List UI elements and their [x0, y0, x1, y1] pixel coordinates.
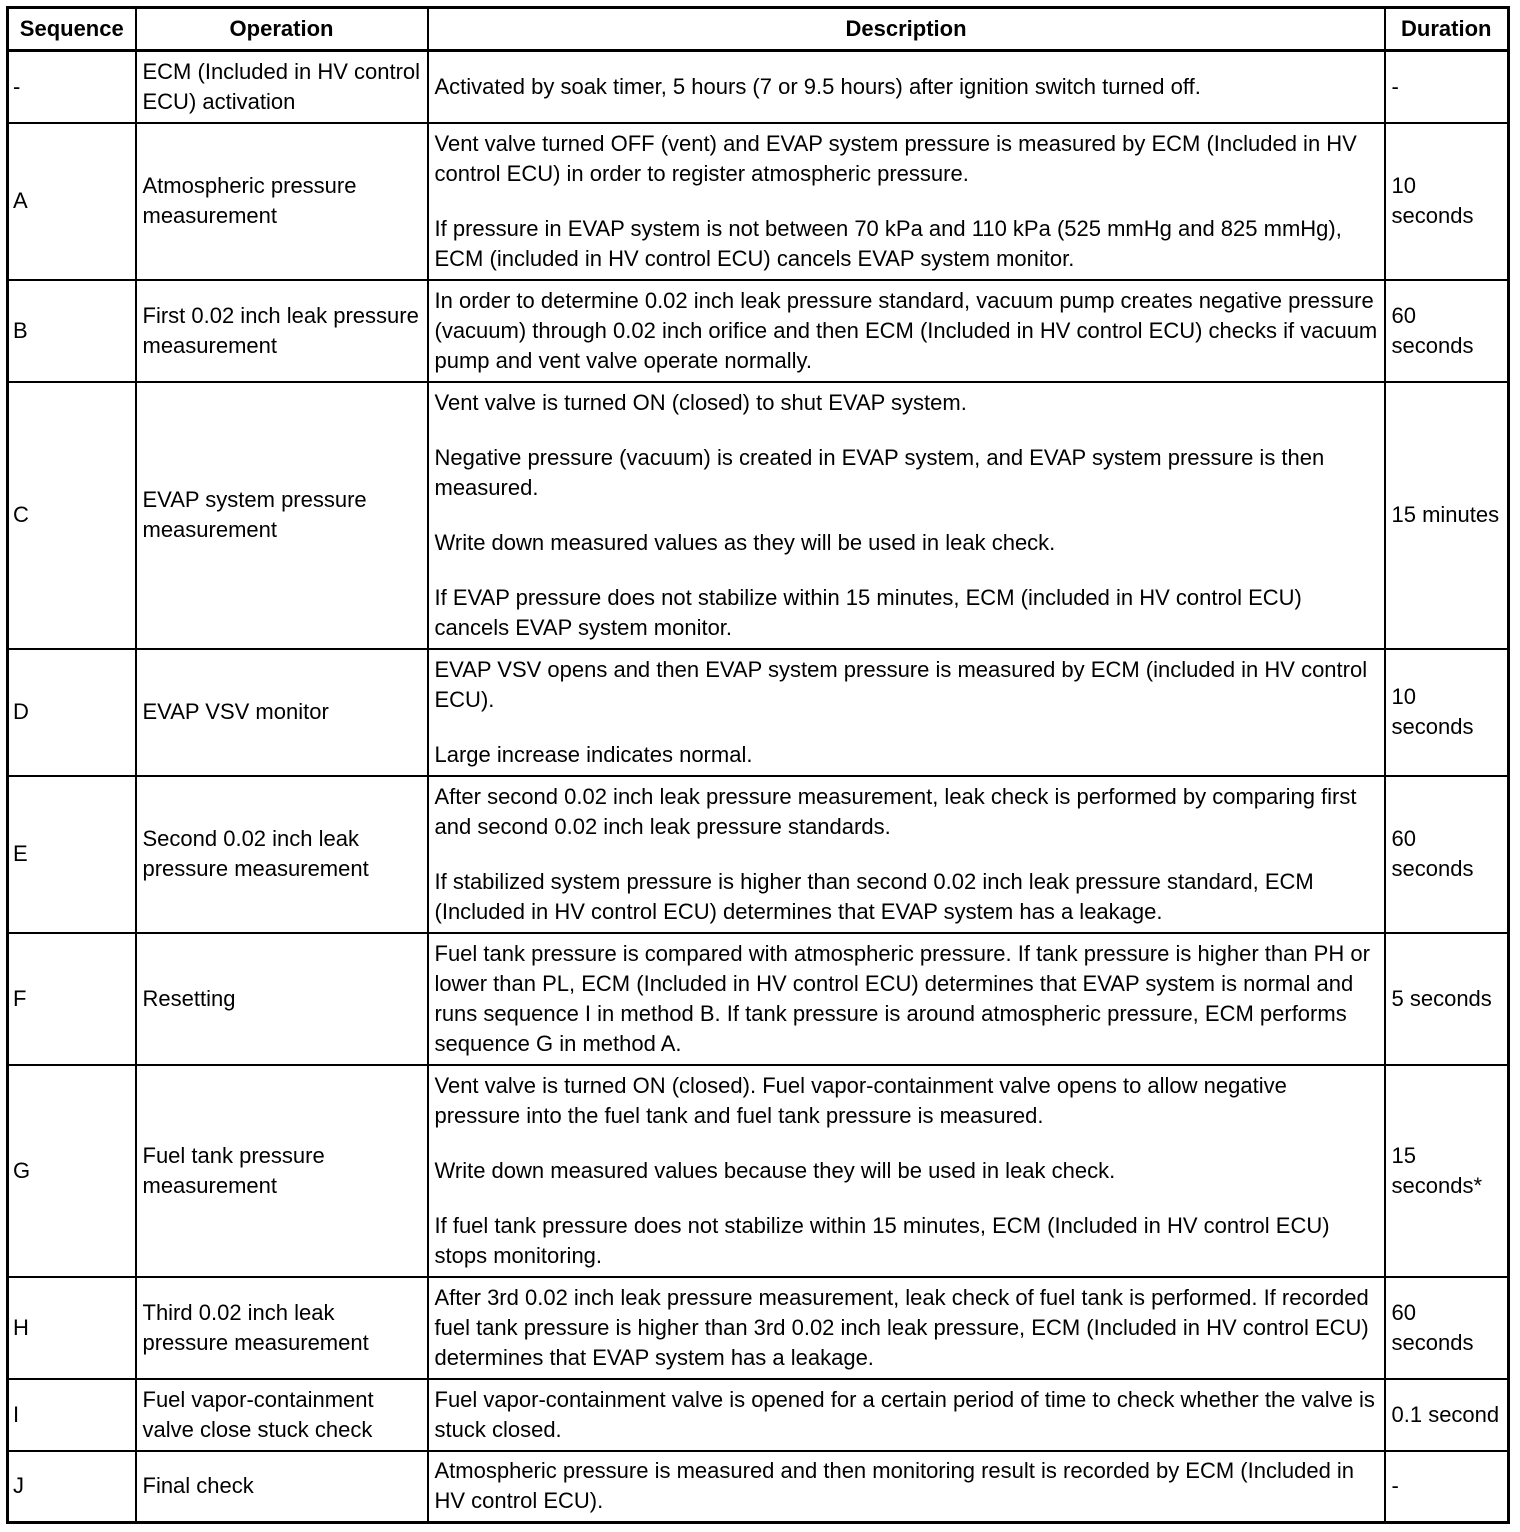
description-cell: [428, 776, 1385, 933]
sequence-cell: B: [8, 280, 136, 382]
operation-cell: Atmospheric pressure measurement: [136, 123, 428, 280]
description-cell: [428, 649, 1385, 776]
duration-cell: 15 minutes: [1385, 382, 1509, 649]
table-row: [8, 776, 1509, 933]
description-cell: [428, 1379, 1385, 1451]
sequence-cell: E: [8, 776, 136, 933]
sequence-cell: C: [8, 382, 136, 649]
operation-cell: Fuel tank pressure measurement: [136, 1065, 428, 1277]
description-paragraph: If pressure in EVAP system is not between 70 kPa and 110 kPa (525 mmHg and 825 mmHg), ECM (included in HV control ECU) cancels EVAP system monitor.: [434, 215, 1342, 271]
description-cell: [428, 933, 1385, 1065]
sequence-cell: I: [8, 1379, 136, 1451]
evap-monitor-sequence-table: [6, 6, 1510, 1524]
description-paragraph: After 3rd 0.02 inch leak pressure measurement, leak check of fuel tank is performed. If recorded fuel tank pressure is higher than 3rd 0.02 inch leak pressure, ECM (Included in HV control ECU) determines that EVAP system has a leakage.: [434, 1284, 1369, 1370]
description-paragraph: Vent valve turned OFF (vent) and EVAP system pressure is measured by ECM (Included in HV control ECU) in order to register atmospheric pressure.: [434, 130, 1357, 186]
table-row: [8, 382, 1509, 649]
duration-cell: 60 seconds: [1385, 776, 1509, 933]
duration-cell: -: [1385, 51, 1509, 123]
table-row: [8, 1379, 1509, 1451]
description-paragraph: Atmospheric pressure is measured and then monitoring result is recorded by ECM (Included in HV control ECU).: [434, 1458, 1355, 1514]
sequence-cell: G: [8, 1065, 136, 1277]
operation-cell: Final check: [136, 1451, 428, 1523]
operation-cell: ECM (Included in HV control ECU) activation: [136, 51, 428, 123]
operation-cell: Fuel vapor-containment valve close stuck check: [136, 1379, 428, 1451]
description-paragraph: Large increase indicates normal.: [434, 741, 753, 767]
operation-cell: EVAP VSV monitor: [136, 649, 428, 776]
sequence-cell: H: [8, 1277, 136, 1379]
description-paragraph: Vent valve is turned ON (closed) to shut EVAP system.: [434, 389, 967, 415]
table-row: [8, 649, 1509, 776]
sequence-cell: -: [8, 51, 136, 123]
header-sequence: Sequence: [8, 8, 136, 51]
description-paragraph: Write down measured values as they will be used in leak check.: [434, 529, 1056, 555]
operation-cell: Resetting: [136, 933, 428, 1065]
description-cell: [428, 51, 1385, 123]
description-paragraph: EVAP VSV opens and then EVAP system pressure is measured by ECM (included in HV control ECU).: [434, 656, 1368, 712]
duration-cell: 15 seconds*: [1385, 1065, 1509, 1277]
table-row: [8, 51, 1509, 123]
description-cell: [428, 382, 1385, 649]
description-paragraph: Fuel vapor-containment valve is opened for a certain period of time to check whether the valve is stuck closed.: [434, 1386, 1375, 1442]
operation-cell: Third 0.02 inch leak pressure measurement: [136, 1277, 428, 1379]
table-row: [8, 280, 1509, 382]
description-paragraph: In order to determine 0.02 inch leak pressure standard, vacuum pump creates negative pressure (vacuum) through 0.02 inch orifice and then ECM (Included in HV control ECU) checks if vacuum pump and vent valve operate normally.: [434, 287, 1378, 373]
duration-cell: 10 seconds: [1385, 123, 1509, 280]
table-body: [8, 51, 1509, 1523]
header-row: [8, 8, 1509, 51]
operation-cell: EVAP system pressure measurement: [136, 382, 428, 649]
duration-cell: 60 seconds: [1385, 280, 1509, 382]
description-paragraph: If EVAP pressure does not stabilize within 15 minutes, ECM (included in HV control ECU) cancels EVAP system monitor.: [434, 584, 1302, 640]
description-paragraph: Fuel tank pressure is compared with atmospheric pressure. If tank pressure is higher than PH or lower than PL, ECM (Included in HV control ECU) determines that EVAP system is normal and runs sequence I in method B. If tank pressure is around atmospheric pressure, ECM performs sequence G in method A.: [434, 940, 1370, 1056]
description-paragraph: Write down measured values because they will be used in leak check.: [434, 1157, 1116, 1183]
header-description: Description: [428, 8, 1385, 51]
sequence-cell: A: [8, 123, 136, 280]
description-cell: [428, 1065, 1385, 1277]
description-paragraph: Vent valve is turned ON (closed). Fuel vapor-containment valve opens to allow negative pressure into the fuel tank and fuel tank pressure is measured.: [434, 1072, 1287, 1128]
sequence-cell: F: [8, 933, 136, 1065]
duration-cell: 10 seconds: [1385, 649, 1509, 776]
table-row: [8, 1277, 1509, 1379]
description-paragraph: Negative pressure (vacuum) is created in EVAP system, and EVAP system pressure is then measured.: [434, 444, 1325, 500]
description-cell: [428, 280, 1385, 382]
duration-cell: 60 seconds: [1385, 1277, 1509, 1379]
table-row: [8, 123, 1509, 280]
description-cell: [428, 123, 1385, 280]
evap-sequence-sheet: [6, 6, 1510, 1524]
table-row: [8, 1065, 1509, 1277]
description-paragraph: If fuel tank pressure does not stabilize within 15 minutes, ECM (Included in HV control ECU) stops monitoring.: [434, 1212, 1330, 1268]
table-row: [8, 933, 1509, 1065]
duration-cell: 0.1 second: [1385, 1379, 1509, 1451]
description-paragraph: If stabilized system pressure is higher than second 0.02 inch leak pressure standard, ECM (Included in HV control ECU) determines that EVAP system has a leakage.: [434, 868, 1314, 924]
description-paragraph: Activated by soak timer, 5 hours (7 or 9.5 hours) after ignition switch turned off.: [434, 73, 1201, 99]
operation-cell: First 0.02 inch leak pressure measurement: [136, 280, 428, 382]
duration-cell: 5 seconds: [1385, 933, 1509, 1065]
description-cell: [428, 1277, 1385, 1379]
table-row: [8, 1451, 1509, 1523]
sequence-cell: D: [8, 649, 136, 776]
operation-cell: Second 0.02 inch leak pressure measurement: [136, 776, 428, 933]
description-paragraph: After second 0.02 inch leak pressure measurement, leak check is performed by comparing first and second 0.02 inch leak pressure standards.: [434, 783, 1357, 839]
duration-cell: -: [1385, 1451, 1509, 1523]
header-duration: Duration: [1385, 8, 1509, 51]
description-cell: [428, 1451, 1385, 1523]
header-operation: Operation: [136, 8, 428, 51]
sequence-cell: J: [8, 1451, 136, 1523]
